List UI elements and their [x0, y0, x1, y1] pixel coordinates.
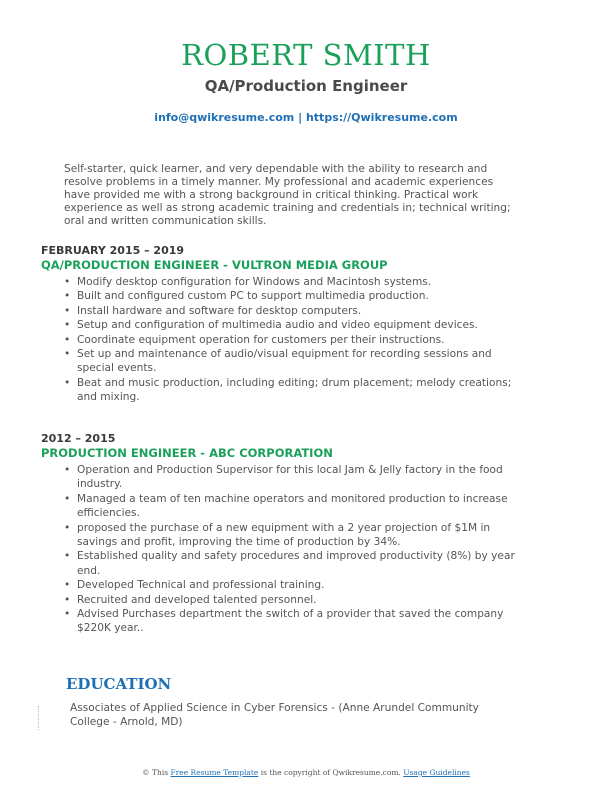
summary: Self-starter, quick learner, and very dependable with the ability to research and resolve problems in a timely manner. My professional and academic experiences have provided me with a strong background in critical thinking. Practical work experience as well as strong academic training and credentials in; technical writing; oral and written communication skills.	[64, 163, 511, 227]
job-title: QA/Production Engineer	[204, 77, 408, 95]
bullet: • proposed the purchase of a new equipment with a 2 year projection of $1M in savings and profit, improving the time of production by 34%.	[77, 521, 521, 550]
bullet: • Beat and music production, including editing; drum placement; melody creations; and mixing.	[77, 376, 521, 405]
job-position: PRODUCTION ENGINEER - ABC CORPORATION	[41, 446, 333, 460]
job-bullets	[41, 275, 521, 405]
footer-middle: is the copyright of Qwikresume.com.	[258, 768, 404, 777]
separator: |	[294, 111, 306, 124]
email-link[interactable]: info@qwikresume.com	[154, 111, 295, 124]
bullet: • Recruited and developed talented personnel.	[77, 593, 521, 607]
website-link[interactable]: https://Qwikresume.com	[305, 111, 458, 124]
job-position: QA/PRODUCTION ENGINEER - VULTRON MEDIA GROUP	[41, 258, 388, 272]
job-entry	[41, 244, 521, 405]
bullet: • Setup and configuration of multimedia audio and video equipment devices.	[77, 318, 521, 332]
job-bullets	[41, 463, 521, 636]
education-heading: EDUCATION	[66, 675, 172, 693]
bullet: • Established quality and safety procedures and improved productivity (8%) by year end.	[77, 549, 521, 578]
usage-guidelines-link[interactable]: Usage Guidelines	[403, 768, 470, 777]
job-date: 2012 – 2015	[41, 432, 116, 445]
footer-prefix: © This	[142, 768, 171, 777]
candidate-name: ROBERT SMITH	[181, 38, 431, 72]
bullet: • Install hardware and software for desktop computers.	[77, 304, 521, 318]
job-date: FEBRUARY 2015 – 2019	[41, 244, 185, 257]
bullet: • Modify desktop configuration for Windows and Macintosh systems.	[77, 275, 521, 289]
bullet: • Set up and maintenance of audio/visual equipment for recording sessions and special events.	[77, 347, 521, 376]
bullet: • Advised Purchases department the switch of a provider that saved the company $220K year..	[77, 607, 521, 636]
bullet: • Developed Technical and professional training.	[77, 578, 521, 592]
free-resume-template-link[interactable]: Free Resume Template	[170, 768, 259, 777]
footer	[0, 768, 612, 777]
bullet: • Built and configured custom PC to support multimedia production.	[77, 289, 521, 303]
education-entry: Associates of Applied Science in Cyber Forensics - (Anne Arundel Community College - Arnold, MD)	[70, 702, 479, 728]
bullet: • Managed a team of ten machine operators and monitored production to increase efficiencies.	[77, 492, 521, 521]
job-entry	[41, 432, 521, 636]
divider	[38, 706, 39, 730]
contact-line	[0, 111, 612, 124]
bullet: • Coordinate equipment operation for customers per their instructions.	[77, 333, 521, 347]
bullet: • Operation and Production Supervisor for this local Jam & Jelly factory in the food industry.	[77, 463, 521, 492]
